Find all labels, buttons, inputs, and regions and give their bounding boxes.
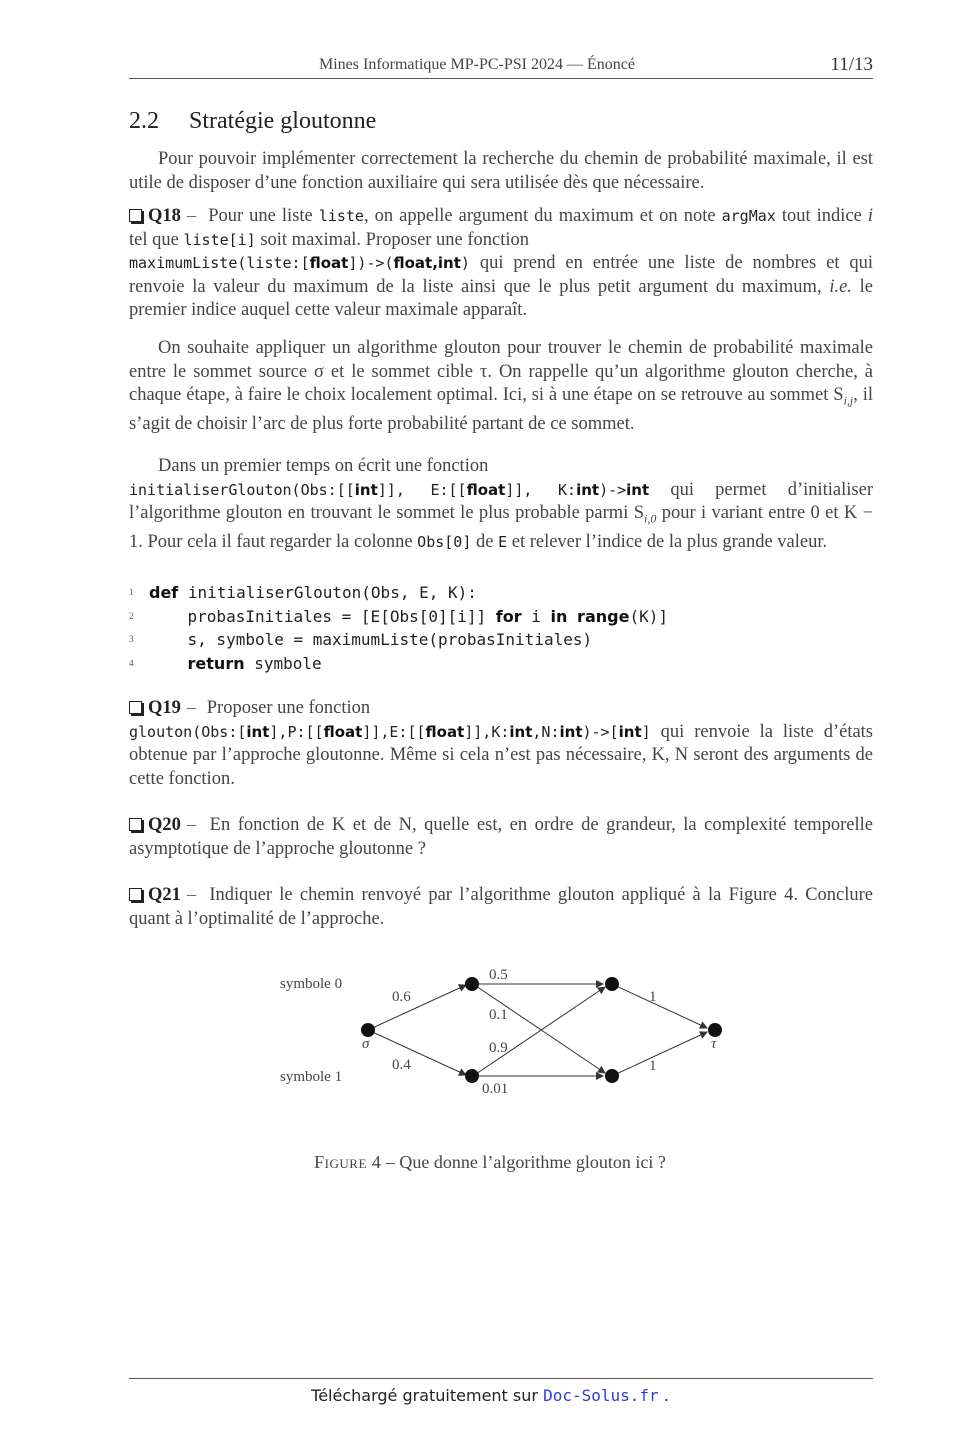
checkbox-icon — [129, 701, 142, 714]
edge-label: 0.5 — [489, 967, 508, 983]
q18-text: soit maximal. Proposer une fonction — [260, 229, 530, 250]
function-signature: glouton(Obs:[int],P:[[float]],E:[[float]],K:int,N:int)->[int] — [129, 722, 651, 741]
glouton-paragraph: On souhaite appliquer un algorithme glouton pour trouver le chemin de probabilité maximale entre le sommet source σ et le sommet cible τ. On rappelle qu’un algorithme glouton cherche, à chaque étape, à faire le choix localement optimal. Ici, si à une étape on se retrouve au sommet $S_{i,j}$, il s’agit de choisir l’arc de plus forte probabilité partant de ce sommet. — [129, 338, 873, 435]
section-heading — [129, 108, 376, 135]
node-s10 — [465, 1069, 479, 1083]
line-number: 4 — [129, 657, 134, 668]
caption-text: – Que donne l’algorithme glouton ici ? — [381, 1152, 666, 1172]
q18-text: qui prend en entrée une liste de nombres et qui renvoie la valeur du maximum de la liste ainsi que le plus petit argument du maximum, — [129, 253, 873, 297]
code-inline: liste — [318, 207, 364, 225]
question-q20: Q20 – En fonction de K et de N, quelle est, en ordre de grandeur, la complexité temporelle asymptotique de l’approche gloutonne ? — [129, 815, 873, 859]
q18-text: i.e. — [829, 276, 852, 297]
q18-text: , on appelle argument du maximum et on note — [363, 206, 716, 226]
footer-text: Téléchargé gratuitement sur — [311, 1386, 544, 1405]
code-listing — [129, 582, 873, 676]
question-label: Q20 — [148, 815, 181, 835]
edge-label: 0.9 — [489, 1040, 508, 1056]
greedy-graph-diagram — [270, 960, 740, 1110]
q18-text: tout indice — [781, 206, 862, 226]
label-symbol0: symbole 0 — [280, 976, 343, 992]
page-header — [129, 52, 873, 79]
init-paragraph: Dans un premier temps on écrit une fonction initialiserGlouton(Obs:[[int]], E:[[float]], K:int)->int qui permet d’initialiser l’algorithme glouton en trouvant le sommet le plus probable parmi $S_{i,0}$ pour i variant entre 0 et K − 1. Pour cela il faut regarder la colonne Obs[0] de E et relever l’indice de la plus grande valeur. — [129, 456, 874, 553]
caption-figure-label: Figure 4 — [314, 1152, 382, 1172]
node-tau — [708, 1023, 722, 1037]
footer-rule — [129, 1378, 873, 1379]
q19-text: Proposer une fonction — [206, 698, 371, 718]
edge-sigma-bottom — [368, 1030, 466, 1075]
code-inline: argMax — [721, 207, 776, 225]
edge-bottom-tau — [612, 1032, 707, 1076]
code-line — [129, 582, 873, 606]
label-symbol1: symbole 1 — [280, 1069, 343, 1085]
code-line — [129, 653, 873, 677]
question-q18: Q18 – Pour une liste liste, on appelle argument du maximum et on note argMax tout indice i tel que liste[i] soit maximal. Proposer une fonction maximumListe(liste:[float])->(float,int) qui prend en entrée une liste de nombres et qui renvoie la valeur du maximum de la liste ainsi que le plus petit argument du maximum, i.e. le premier indice auquel cette valeur maximale apparaît. — [129, 206, 874, 321]
q19-text: qui renvoie la liste d’états obtenue par l’approche gloutonne. Même si cela n’est pas nécessaire, K, N seront des arguments de cette fonction. — [129, 721, 874, 789]
q21-text: Indiquer le chemin renvoyé par l’algorithme glouton appliqué à la Figure 4. Conclure quant à l’optimalité de l’approche. — [129, 885, 874, 929]
edge-label: 1 — [649, 989, 657, 1005]
edge-bottom-top — [473, 987, 605, 1076]
node-s00 — [465, 977, 479, 991]
checkbox-icon — [129, 888, 142, 901]
q18-text: tel que — [129, 229, 179, 250]
edge-label: 1 — [649, 1058, 657, 1074]
code-text: probasInitiales = [E[Obs[0][i]] for i in range(K)] — [149, 606, 668, 626]
code-text: s, symbole = maximumListe(probasInitiales) — [149, 630, 593, 649]
line-number: 2 — [129, 610, 134, 621]
edge-top-bottom — [473, 984, 605, 1073]
question-label: Q18 — [148, 206, 181, 226]
question-q19: Q19 – Proposer une fonction glouton(Obs:[int],P:[[float]],E:[[float]],K:int,N:int)->[int] qui renvoie la liste d’états obtenue par l’approche gloutonne. Même si cela n’est pas nécessaire, K, N seront des arguments de cette fonction. — [129, 698, 874, 789]
edge-label: 0.1 — [489, 1007, 508, 1023]
node-s01 — [605, 977, 619, 991]
edge-top-tau — [612, 984, 707, 1028]
question-label: Q19 — [148, 698, 181, 718]
q18-text: le premier indice auquel cette valeur maximale apparaît. — [129, 276, 874, 321]
section-number: 2.2 — [129, 108, 159, 134]
line-number: 1 — [129, 587, 134, 597]
q18-text: Pour une liste — [208, 206, 313, 226]
page-footer — [0, 1386, 980, 1405]
page-number: 11/13 — [830, 54, 873, 75]
node-s11 — [605, 1069, 619, 1083]
node-sigma — [361, 1023, 375, 1037]
edge-label: 0.6 — [392, 989, 411, 1005]
code-line — [129, 606, 873, 630]
label-sigma: σ — [362, 1036, 370, 1052]
code-text: return symbole — [187, 653, 322, 673]
doc-solus-link[interactable]: Doc-Solus.fr — [543, 1386, 659, 1405]
checkbox-icon — [129, 209, 142, 222]
line-number: 3 — [129, 634, 134, 644]
header-title: Mines Informatique MP-PC-PSI 2024 — Énoncé — [319, 56, 635, 73]
footer-end: . — [658, 1386, 669, 1405]
label-tau: τ — [711, 1036, 717, 1052]
q20-text: En fonction de K et de N, quelle est, en ordre de grandeur, la complexité temporelle asymptotique de l’approche gloutonne ? — [129, 815, 873, 859]
edge-label: 0.4 — [392, 1057, 411, 1073]
section-title: Stratégie gloutonne — [189, 108, 377, 134]
function-signature: initialiserGlouton(Obs:[[int]], E:[[float]], K:int)->int — [129, 480, 650, 499]
question-label: Q21 — [148, 885, 181, 905]
intro-paragraph: Pour pouvoir implémenter correctement la recherche du chemin de probabilité maximale, il est utile de disposer d’une fonction auxiliaire qui sera utilisée dès que nécessaire. — [129, 149, 873, 193]
question-q21: Q21 – Indiquer le chemin renvoyé par l’algorithme glouton appliqué à la Figure 4. Conclure quant à l’optimalité de l’approche. — [129, 885, 874, 929]
edge-label: 0.01 — [482, 1081, 509, 1097]
code-text: def initialiserGlouton(Obs, E, K): — [149, 583, 477, 602]
figure-caption — [0, 1152, 980, 1173]
graph-figure — [270, 960, 740, 1110]
edge-sigma-top — [368, 985, 466, 1030]
checkbox-icon — [129, 818, 142, 831]
function-signature: maximumListe(liste:[float])->(float,int) — [129, 254, 470, 273]
code-line — [129, 629, 873, 653]
code-inline: liste[i] — [183, 230, 256, 249]
